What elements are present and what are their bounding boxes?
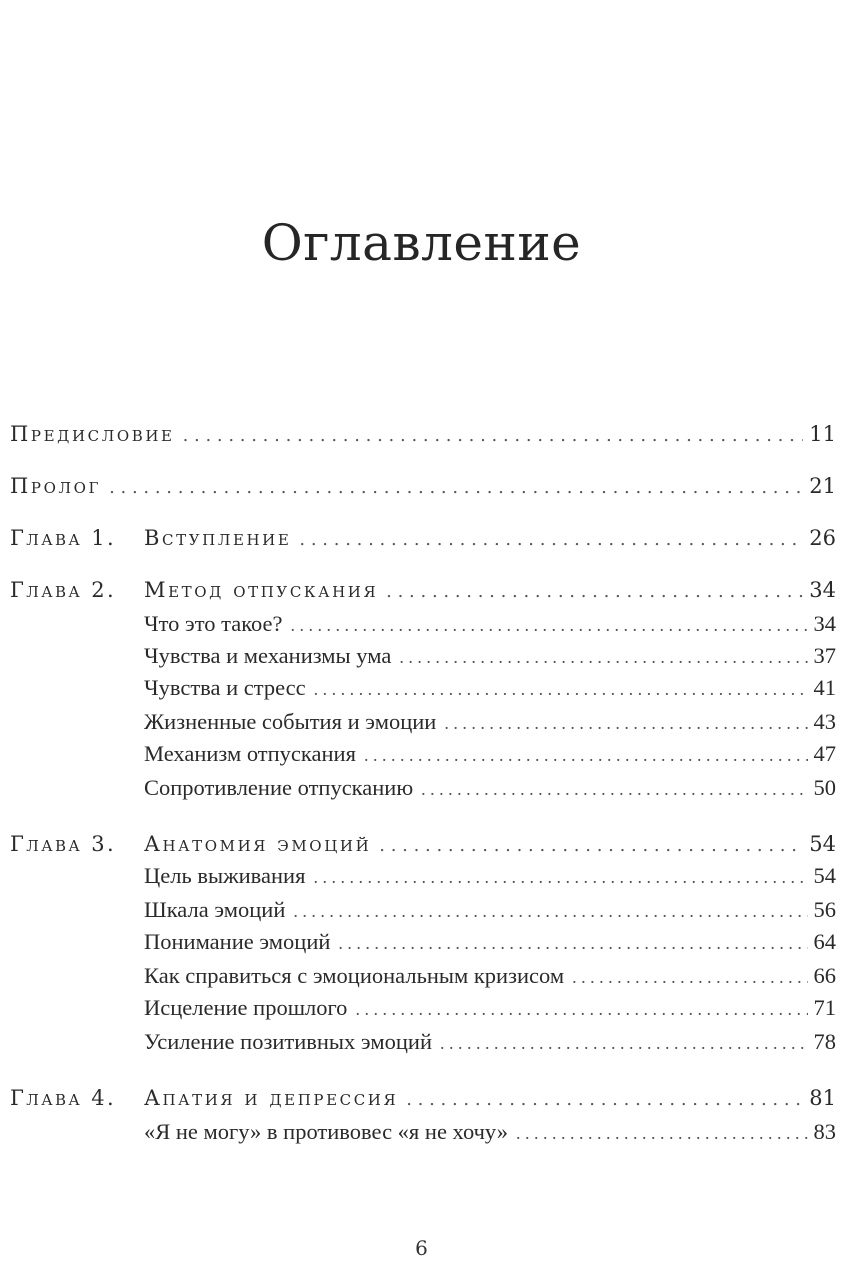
entry-page-number: 41 [813, 675, 836, 700]
dot-leader [364, 739, 808, 771]
entry-page-number: 34 [813, 611, 836, 636]
entry-page-number: 81 [809, 1086, 836, 1110]
entry-page-number: 47 [813, 741, 836, 766]
dot-leader [290, 609, 807, 641]
toc-subentry[interactable] [144, 608, 836, 640]
entry-page-number: 21 [809, 474, 836, 498]
toc-subentry[interactable] [144, 738, 836, 770]
toc-subentry[interactable] [144, 960, 836, 992]
dot-leader [313, 861, 807, 893]
toc-subentry[interactable] [144, 1116, 836, 1148]
entry-page-number: 37 [813, 643, 836, 668]
toc-subentry[interactable] [144, 772, 836, 804]
dot-leader [338, 927, 807, 959]
entry-page-number: 50 [813, 775, 836, 800]
entry-page-number: 78 [813, 1029, 836, 1054]
dot-leader [440, 1027, 808, 1059]
dot-leader [421, 773, 807, 805]
entry-title: Метод отпускания [144, 578, 379, 602]
toc-entry[interactable] [10, 1082, 836, 1114]
dot-leader [183, 420, 804, 452]
entry-title: Механизм отпускания [144, 741, 356, 766]
entry-page-number: 54 [813, 863, 836, 888]
entry-title: Понимание эмоций [144, 929, 331, 954]
toc-subentry[interactable] [144, 706, 836, 738]
entry-page-number: 71 [813, 995, 836, 1020]
entry-title: «Я не могу» в противовес «я не хочу» [144, 1119, 508, 1144]
entry-page-number: 64 [813, 929, 836, 954]
entry-page-number: 43 [813, 709, 836, 734]
toc-entry[interactable] [10, 828, 836, 860]
chapter-number: Глава 1. [10, 526, 117, 550]
entry-title: Цель выживания [144, 863, 306, 888]
entry-title: Усиление позитивных эмоций [144, 1029, 432, 1054]
toc-subentry[interactable] [144, 926, 836, 958]
toc-subentry[interactable] [144, 1026, 836, 1058]
dot-leader [516, 1117, 808, 1149]
entry-title: Исцеление прошлого [144, 995, 348, 1020]
dot-leader [293, 895, 807, 927]
toc-entry[interactable] [10, 470, 836, 502]
entry-title: Чувства и механизмы ума [144, 643, 392, 668]
entry-page-number: 26 [809, 526, 836, 550]
entry-title: Жизненные события и эмоции [144, 709, 437, 734]
toc-entry[interactable] [10, 418, 836, 450]
entry-page-number: 54 [809, 832, 836, 856]
chapter-number: Глава 2. [10, 578, 117, 602]
entry-page-number: 56 [813, 897, 836, 922]
page-title: Оглавление [261, 214, 582, 272]
page-number: 6 [415, 1236, 428, 1260]
entry-page-number: 83 [813, 1119, 836, 1144]
dot-leader [444, 707, 807, 739]
dot-leader [355, 993, 807, 1025]
toc-entry[interactable] [10, 522, 836, 554]
chapter-number: Глава 3. [10, 832, 117, 856]
dot-leader [314, 673, 808, 705]
entry-title: Что это такое? [144, 611, 283, 636]
entry-title: Апатия и депрессия [144, 1086, 399, 1110]
entry-title: Шкала эмоций [144, 897, 286, 922]
entry-title: Сопротивление отпусканию [144, 775, 414, 800]
dot-leader [109, 472, 803, 504]
entry-page-number: 66 [813, 963, 836, 988]
toc-subentry[interactable] [144, 672, 836, 704]
entry-page-number: 34 [809, 578, 836, 602]
dot-leader [386, 576, 803, 608]
entry-title: Предисловие [10, 422, 175, 446]
dot-leader [299, 524, 803, 556]
dot-leader [406, 1084, 803, 1116]
toc-subentry[interactable] [144, 640, 836, 672]
entry-title: Вступление [144, 526, 292, 550]
dot-leader [399, 641, 807, 673]
dot-leader [572, 961, 807, 993]
toc-entry[interactable] [10, 574, 836, 606]
entry-title: Пролог [10, 474, 102, 498]
toc-subentry[interactable] [144, 992, 836, 1024]
toc-subentry[interactable] [144, 894, 836, 926]
entry-title: Как справиться с эмоциональным кризисом [144, 963, 565, 988]
entry-page-number: 11 [809, 422, 836, 446]
dot-leader [379, 830, 803, 862]
entry-title: Чувства и стресс [144, 675, 306, 700]
entry-title: Анатомия эмоций [144, 832, 372, 856]
chapter-number: Глава 4. [10, 1086, 117, 1110]
toc-subentry[interactable] [144, 860, 836, 892]
